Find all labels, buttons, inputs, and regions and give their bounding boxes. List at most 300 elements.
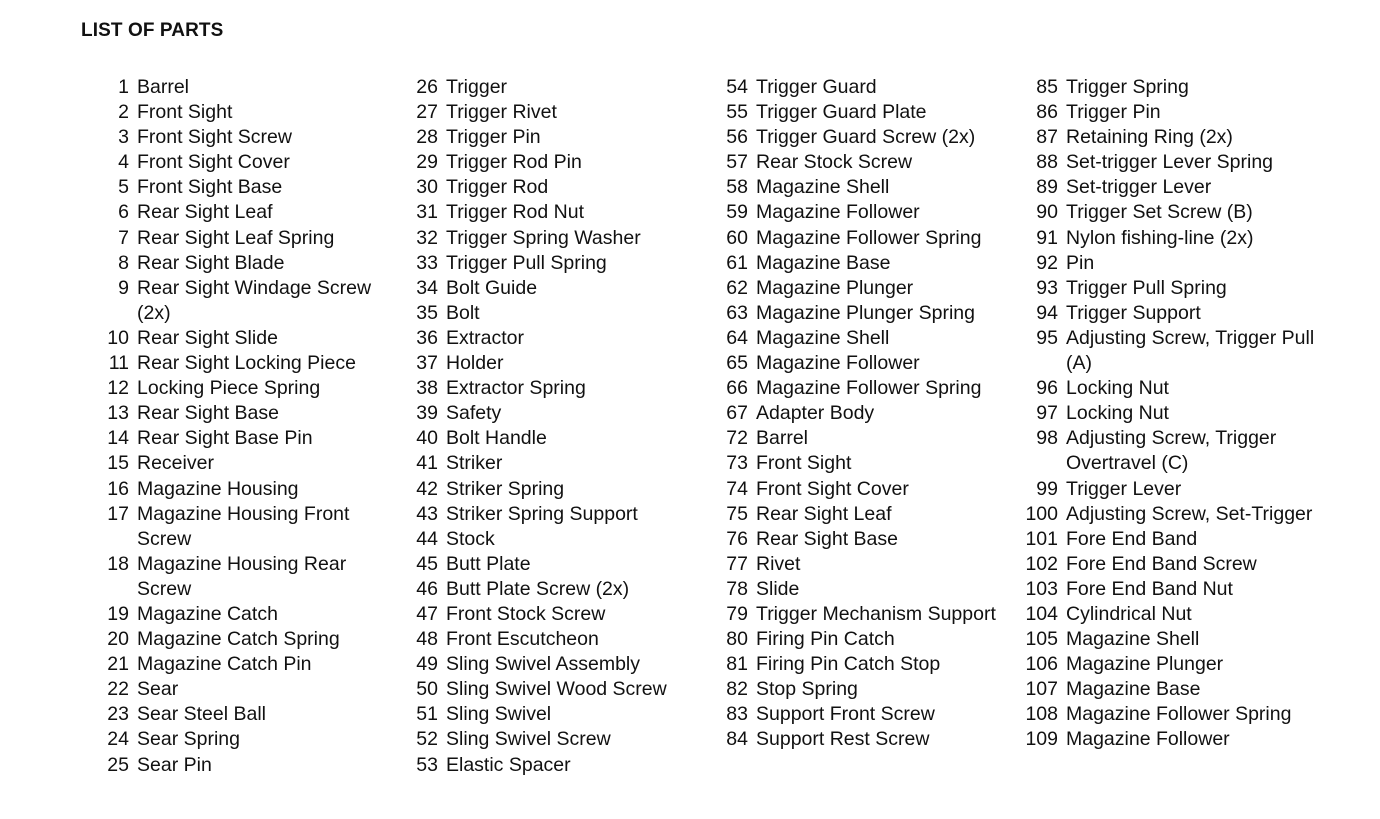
part-row	[100, 125, 400, 150]
part-row	[719, 150, 1019, 175]
part-number: 102	[1025, 552, 1058, 575]
part-name: Trigger Guard Screw (2x)	[756, 126, 976, 149]
part-row	[1019, 677, 1339, 702]
part-row	[100, 401, 400, 426]
part-row	[1019, 175, 1339, 200]
part-name: Stop Spring	[756, 678, 858, 701]
part-name: Bolt Guide	[446, 276, 538, 299]
part-row	[1019, 702, 1339, 727]
part-number: 91	[1036, 226, 1058, 249]
part-row	[719, 175, 1019, 200]
part-name: Elastic Spacer	[446, 753, 571, 776]
part-number: 105	[1025, 628, 1058, 651]
parts-column-4	[1019, 75, 1339, 753]
part-number: 104	[1025, 602, 1058, 625]
part-name: Trigger Pin	[1066, 101, 1161, 124]
part-row	[100, 652, 400, 677]
parts-column-1	[100, 75, 400, 778]
part-name: Fore End Band Screw	[1066, 552, 1257, 575]
part-number: 56	[726, 126, 748, 149]
part-row	[409, 552, 709, 577]
part-row	[1019, 502, 1339, 527]
part-name: Sear Steel Ball	[137, 703, 266, 726]
part-name: Front Sight Cover	[137, 151, 290, 174]
part-row	[409, 577, 709, 602]
part-number: 21	[107, 653, 129, 676]
part-row	[1019, 652, 1339, 677]
part-number: 108	[1025, 703, 1058, 726]
part-row	[1019, 125, 1339, 150]
part-name: Trigger Support	[1066, 301, 1201, 324]
part-number: 51	[416, 703, 438, 726]
part-number: 107	[1025, 678, 1058, 701]
part-number: 5	[118, 176, 129, 199]
part-row	[409, 150, 709, 175]
part-row	[1019, 602, 1339, 627]
part-row	[409, 100, 709, 125]
part-number: 97	[1036, 402, 1058, 425]
part-row	[719, 502, 1019, 527]
part-name: Trigger	[446, 76, 508, 98]
part-name: Magazine Follower Spring	[756, 377, 982, 400]
part-row	[409, 627, 709, 652]
part-name: Rear Sight Locking Piece	[137, 352, 356, 375]
part-name: Fore End Band Nut	[1066, 577, 1233, 600]
part-name: Front Sight Base	[137, 176, 283, 199]
part-name: Trigger Rod	[446, 176, 549, 199]
part-name: Locking Nut	[1066, 377, 1169, 400]
part-number: 6	[118, 201, 129, 224]
part-number: 98	[1036, 427, 1058, 450]
part-row	[100, 552, 400, 602]
part-name: Adapter Body	[756, 402, 875, 425]
part-number: 95	[1036, 326, 1058, 349]
part-number: 2	[118, 101, 129, 124]
part-row	[719, 477, 1019, 502]
part-number: 101	[1025, 527, 1058, 550]
part-row	[719, 226, 1019, 251]
part-number: 35	[416, 301, 438, 324]
part-name: Trigger Guard	[756, 76, 877, 98]
part-row	[1019, 477, 1339, 502]
part-name: Adjusting Screw, Trigger Pull (A)	[1066, 326, 1315, 375]
part-name: Firing Pin Catch	[756, 628, 895, 651]
part-number: 67	[726, 402, 748, 425]
part-name: Retaining Ring (2x)	[1066, 126, 1233, 149]
part-number: 99	[1036, 477, 1058, 500]
part-number: 74	[726, 477, 748, 500]
part-row	[719, 276, 1019, 301]
part-number: 96	[1036, 377, 1058, 400]
part-row	[100, 627, 400, 652]
part-name: Rivet	[756, 552, 801, 575]
part-row	[409, 326, 709, 351]
part-number: 32	[416, 226, 438, 249]
part-number: 33	[416, 251, 438, 274]
part-name: Pin	[1066, 251, 1095, 274]
part-number: 12	[107, 377, 129, 400]
part-number: 78	[726, 577, 748, 600]
part-name: Support Front Screw	[756, 703, 935, 726]
part-row	[719, 200, 1019, 225]
part-row	[100, 477, 400, 502]
part-row	[100, 727, 400, 752]
part-name: Receiver	[137, 452, 214, 475]
part-name: Bolt	[446, 301, 480, 324]
part-row	[100, 326, 400, 351]
part-row	[1019, 426, 1339, 476]
part-row	[409, 226, 709, 251]
part-row	[719, 326, 1019, 351]
part-row	[409, 251, 709, 276]
part-name: Striker Spring Support	[446, 502, 638, 525]
part-number: 36	[416, 326, 438, 349]
part-name: Adjusting Screw, Trigger Overtravel (C)	[1066, 427, 1277, 475]
part-name: Sling Swivel Wood Screw	[446, 678, 667, 701]
part-name: Trigger Mechanism Support	[756, 602, 996, 625]
part-number: 65	[726, 352, 748, 375]
part-number: 50	[416, 678, 438, 701]
part-name: Striker	[446, 452, 503, 475]
part-name: Adjusting Screw, Set-Trigger	[1066, 502, 1313, 525]
part-name: Rear Sight Leaf	[756, 502, 892, 525]
part-row	[409, 276, 709, 301]
part-name: Magazine Follower	[1066, 728, 1230, 751]
part-number: 77	[726, 552, 748, 575]
part-row	[1019, 150, 1339, 175]
part-name: Magazine Catch Spring	[137, 628, 340, 651]
part-number: 62	[726, 276, 748, 299]
part-row	[719, 401, 1019, 426]
part-row	[100, 100, 400, 125]
part-row	[1019, 326, 1339, 376]
part-number: 39	[416, 402, 438, 425]
part-row	[719, 552, 1019, 577]
part-number: 22	[107, 678, 129, 701]
part-name: Magazine Housing Rear Screw	[137, 552, 347, 600]
part-row	[719, 652, 1019, 677]
part-row	[409, 426, 709, 451]
part-name: Striker Spring	[446, 477, 565, 500]
part-name: Barrel	[756, 427, 809, 450]
part-row	[719, 75, 1019, 100]
part-number: 30	[416, 176, 438, 199]
part-row	[1019, 251, 1339, 276]
part-row	[100, 226, 400, 251]
part-row	[719, 451, 1019, 476]
part-number: 4	[118, 151, 129, 174]
part-row	[409, 301, 709, 326]
part-number: 48	[416, 628, 438, 651]
part-number: 34	[416, 276, 438, 299]
part-number: 106	[1025, 653, 1058, 676]
part-name: Magazine Plunger Spring	[756, 301, 975, 324]
part-number: 61	[726, 251, 748, 274]
part-row	[719, 301, 1019, 326]
part-number: 23	[107, 703, 129, 726]
parts-column-3	[719, 75, 1019, 753]
part-row	[719, 100, 1019, 125]
part-number: 25	[107, 753, 129, 776]
part-row	[409, 677, 709, 702]
part-name: Magazine Catch	[137, 602, 278, 625]
part-number: 7	[118, 226, 129, 249]
part-name: Trigger Spring	[1066, 76, 1189, 98]
part-row	[719, 527, 1019, 552]
part-name: Slide	[756, 577, 800, 600]
part-row	[719, 351, 1019, 376]
part-name: Holder	[446, 352, 504, 375]
part-number: 47	[416, 602, 438, 625]
part-row	[100, 200, 400, 225]
part-row	[1019, 75, 1339, 100]
part-row	[1019, 301, 1339, 326]
part-name: Magazine Shell	[756, 176, 890, 199]
part-name: Magazine Follower	[756, 201, 920, 224]
part-row	[100, 150, 400, 175]
part-number: 19	[107, 602, 129, 625]
part-name: Bolt Handle	[446, 427, 547, 450]
part-number: 41	[416, 452, 438, 475]
part-row	[409, 502, 709, 527]
part-row	[1019, 727, 1339, 752]
part-row	[409, 401, 709, 426]
part-name: Trigger Guard Plate	[756, 101, 927, 124]
part-number: 43	[416, 502, 438, 525]
part-row	[409, 451, 709, 476]
part-row	[100, 753, 400, 778]
part-row	[100, 451, 400, 476]
part-number: 1	[118, 76, 129, 98]
part-number: 20	[107, 628, 129, 651]
part-row	[409, 652, 709, 677]
part-name: Safety	[446, 402, 502, 425]
part-number: 81	[726, 653, 748, 676]
part-number: 3	[118, 126, 129, 149]
part-number: 29	[416, 151, 438, 174]
part-name: Butt Plate	[446, 552, 531, 575]
part-number: 16	[107, 477, 129, 500]
part-row	[409, 727, 709, 752]
part-name: Nylon fishing-line (2x)	[1066, 226, 1254, 249]
part-number: 84	[726, 728, 748, 751]
part-name: Support Rest Screw	[756, 728, 930, 751]
part-name: Trigger Rivet	[446, 101, 557, 124]
part-row	[1019, 100, 1339, 125]
part-name: Extractor	[446, 326, 525, 349]
part-number: 31	[416, 201, 438, 224]
part-row	[100, 75, 400, 100]
part-name: Locking Nut	[1066, 402, 1169, 425]
part-number: 109	[1025, 728, 1058, 751]
part-name: Magazine Plunger	[1066, 653, 1224, 676]
part-row	[1019, 627, 1339, 652]
part-number: 54	[726, 76, 748, 98]
part-name: Magazine Housing	[137, 477, 299, 500]
part-name: Magazine Catch Pin	[137, 653, 312, 676]
part-name: Butt Plate Screw (2x)	[446, 577, 630, 600]
part-row	[100, 677, 400, 702]
part-number: 44	[416, 527, 438, 550]
part-name: Firing Pin Catch Stop	[756, 653, 941, 676]
part-name: Trigger Rod Pin	[446, 151, 582, 174]
part-number: 45	[416, 552, 438, 575]
part-number: 9	[118, 276, 129, 299]
part-name: Stock	[446, 527, 495, 550]
part-number: 40	[416, 427, 438, 450]
part-number: 24	[107, 728, 129, 751]
part-row	[719, 627, 1019, 652]
part-row	[719, 577, 1019, 602]
part-number: 63	[726, 301, 748, 324]
part-number: 93	[1036, 276, 1058, 299]
part-number: 42	[416, 477, 438, 500]
parts-column-2	[409, 75, 709, 778]
part-row	[719, 125, 1019, 150]
part-name: Rear Sight Base Pin	[137, 427, 313, 450]
part-row	[409, 702, 709, 727]
part-number: 49	[416, 653, 438, 676]
part-row	[100, 276, 400, 326]
part-row	[719, 426, 1019, 451]
part-name: Sear	[137, 678, 179, 701]
part-number: 82	[726, 678, 748, 701]
part-number: 26	[416, 76, 438, 98]
part-number: 100	[1025, 502, 1058, 525]
part-row	[409, 602, 709, 627]
part-number: 53	[416, 753, 438, 776]
part-row	[100, 702, 400, 727]
part-number: 86	[1036, 101, 1058, 124]
part-row	[1019, 552, 1339, 577]
part-name: Set-trigger Lever Spring	[1066, 151, 1274, 174]
part-row	[409, 376, 709, 401]
part-number: 103	[1025, 577, 1058, 600]
part-row	[719, 702, 1019, 727]
part-name: Sling Swivel	[446, 703, 552, 726]
part-number: 15	[107, 452, 129, 475]
part-name: Rear Sight Leaf	[137, 201, 273, 224]
part-name: Rear Sight Leaf Spring	[137, 226, 335, 249]
part-row	[100, 376, 400, 401]
part-number: 76	[726, 527, 748, 550]
part-row	[719, 251, 1019, 276]
part-row	[100, 602, 400, 627]
part-name: Front Sight Cover	[756, 477, 909, 500]
part-number: 14	[107, 427, 129, 450]
part-name: Trigger Pull Spring	[1066, 276, 1227, 299]
part-number: 79	[726, 602, 748, 625]
part-name: Front Escutcheon	[446, 628, 599, 651]
part-number: 83	[726, 703, 748, 726]
part-name: Sling Swivel Assembly	[446, 653, 640, 676]
part-number: 64	[726, 326, 748, 349]
part-number: 88	[1036, 151, 1058, 174]
part-number: 17	[107, 502, 129, 525]
part-name: Front Sight Screw	[137, 126, 292, 149]
part-name: Magazine Follower Spring	[1066, 703, 1292, 726]
part-row	[409, 200, 709, 225]
part-row	[1019, 527, 1339, 552]
part-number: 55	[726, 101, 748, 124]
part-row	[409, 477, 709, 502]
part-number: 46	[416, 577, 438, 600]
part-row	[409, 125, 709, 150]
part-number: 8	[118, 251, 129, 274]
part-number: 85	[1036, 76, 1058, 98]
part-name: Magazine Base	[756, 251, 891, 274]
part-row	[409, 175, 709, 200]
part-number: 72	[726, 427, 748, 450]
part-name: Rear Sight Windage Screw (2x)	[137, 276, 372, 324]
part-row	[719, 602, 1019, 627]
part-name: Front Sight	[137, 101, 233, 124]
part-name: Extractor Spring	[446, 377, 586, 400]
part-number: 92	[1036, 251, 1058, 274]
part-name: Front Sight	[756, 452, 852, 475]
part-number: 66	[726, 377, 748, 400]
part-row	[409, 753, 709, 778]
part-row	[719, 376, 1019, 401]
part-row	[100, 426, 400, 451]
part-row	[1019, 577, 1339, 602]
part-row	[409, 351, 709, 376]
part-number: 37	[416, 352, 438, 375]
part-number: 80	[726, 628, 748, 651]
part-name: Trigger Pin	[446, 126, 541, 149]
part-name: Set-trigger Lever	[1066, 176, 1212, 199]
part-name: Rear Sight Base	[756, 527, 898, 550]
part-row	[100, 351, 400, 376]
part-row	[100, 502, 400, 552]
part-name: Trigger Spring Washer	[446, 226, 641, 249]
part-number: 73	[726, 452, 748, 475]
part-number: 27	[416, 101, 438, 124]
part-row	[1019, 401, 1339, 426]
part-name: Trigger Rod Nut	[446, 201, 584, 224]
part-number: 57	[726, 151, 748, 174]
part-number: 38	[416, 377, 438, 400]
part-row	[1019, 200, 1339, 225]
part-name: Barrel	[137, 76, 190, 98]
part-row	[719, 727, 1019, 752]
part-number: 60	[726, 226, 748, 249]
part-row	[409, 527, 709, 552]
part-name: Locking Piece Spring	[137, 377, 321, 400]
part-number: 52	[416, 728, 438, 751]
part-name: Magazine Housing Front Screw	[137, 502, 350, 550]
part-name: Rear Sight Base	[137, 402, 279, 425]
part-name: Sear Pin	[137, 753, 212, 776]
part-name: Sling Swivel Screw	[446, 728, 611, 751]
part-number: 28	[416, 126, 438, 149]
part-number: 59	[726, 201, 748, 224]
part-number: 13	[107, 402, 129, 425]
part-name: Trigger Pull Spring	[446, 251, 607, 274]
part-row	[1019, 276, 1339, 301]
part-row	[100, 251, 400, 276]
part-number: 58	[726, 176, 748, 199]
part-name: Rear Sight Blade	[137, 251, 285, 274]
part-row	[719, 677, 1019, 702]
part-number: 11	[108, 352, 129, 375]
part-name: Rear Stock Screw	[756, 151, 913, 174]
part-name: Magazine Plunger	[756, 276, 914, 299]
part-name: Sear Spring	[137, 728, 240, 751]
part-number: 89	[1036, 176, 1058, 199]
part-name: Trigger Lever	[1066, 477, 1182, 500]
part-name: Magazine Shell	[1066, 628, 1200, 651]
